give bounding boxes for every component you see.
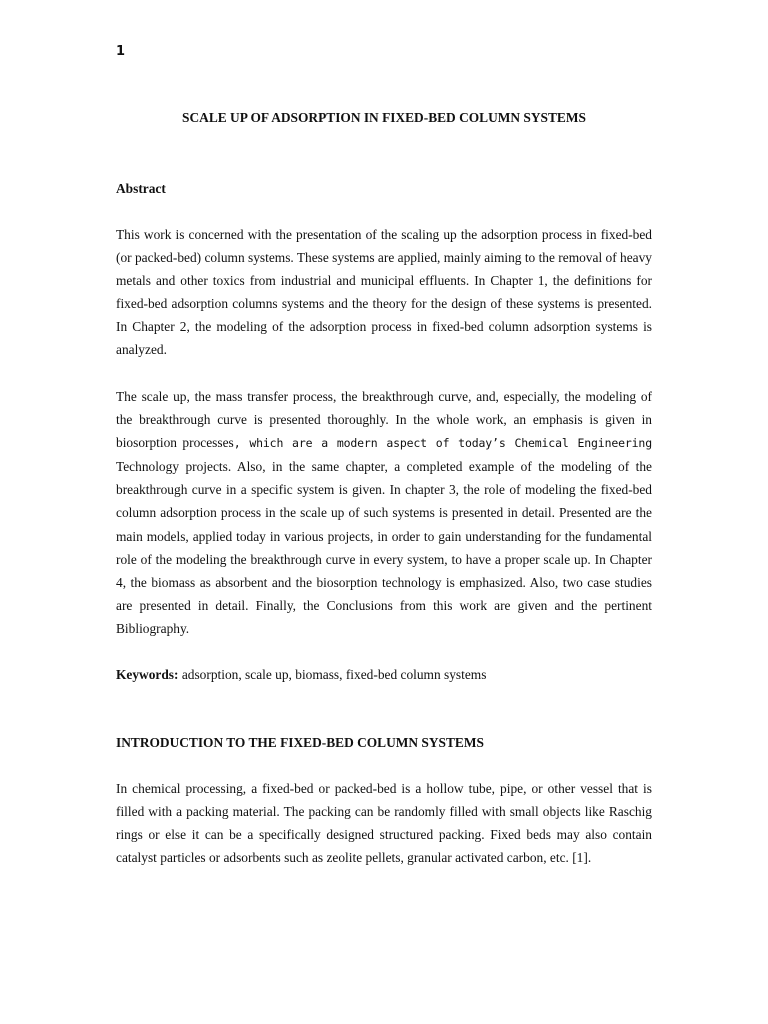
abstract-paragraph-2-text-a: The scale up, the mass transfer process, the breakthrough curve, and, especially, the modeling of the breakthrough curve is presented thoroughly. In the whole work, an emphasis is given in biosorption processes	[116, 389, 652, 451]
abstract-heading: Abstract	[116, 181, 166, 196]
keywords-line	[116, 663, 652, 686]
keywords-label: Keywords:	[116, 667, 179, 682]
abstract-paragraph-2-text-b: Technology projects. Also, in the same chapter, a completed example of the modeling of the breakthrough curve in a specific system is given. In chapter 3, the role of modeling the fixed-bed column adsorption process in the scale up of such systems is presented in detail. Presented are the main models, applied today in various projects, in order to gain understanding for the fundamental role of the modeling the breakthrough curve in every system, to have a proper scale up. In Chapter 4, the biomass as absorbent and the biosorption technology is emphasized. Also, two case studies are presented in detail. Finally, the Conclusions from this work are given and the pertinent Bibliography.	[116, 459, 652, 636]
introduction-heading: INTRODUCTION TO THE FIXED-BED COLUMN SYSTEMS	[116, 735, 484, 750]
paper-title: SCALE UP OF ADSORPTION IN FIXED-BED COLUMN SYSTEMS	[182, 110, 586, 125]
page-number: 1	[116, 44, 126, 59]
introduction-paragraph-1: In chemical processing, a fixed-bed or packed-bed is a hollow tube, pipe, or other vessel that is filled with a packing material. The packing can be randomly filled with small objects like Raschig rings or else it can be a specifically designed structured packing. Fixed beds may also contain catalyst particles or adsorbents such as zeolite pellets, granular activated carbon, etc. [1].	[116, 781, 652, 866]
abstract-paragraph-1: This work is concerned with the presentation of the scaling up the adsorption process in fixed-bed (or packed-bed) column systems. These systems are applied, mainly aiming to the removal of heavy metals and other toxics from industrial and municipal effluents. In Chapter 1, the definitions for fixed-bed adsorption columns systems and the theory for the design of these systems is presented. In Chapter 2, the modeling of the adsorption process in fixed-bed column adsorption systems is analyzed.	[116, 227, 652, 358]
abstract-paragraph-2	[116, 385, 652, 640]
keywords-text: adsorption, scale up, biomass, fixed-bed column systems	[178, 667, 487, 682]
abstract-paragraph-2-mono-text: , which are a modern aspect of today’s Chemical Engineering	[233, 436, 652, 451]
